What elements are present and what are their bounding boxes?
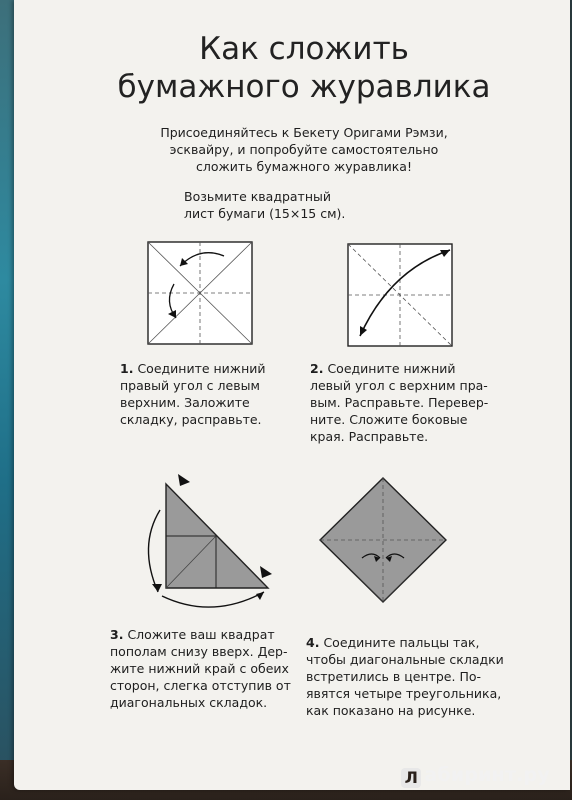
step-line: края. Расправьте.: [310, 429, 429, 444]
step-line: Сложите ваш квадрат: [127, 627, 275, 642]
watermark: [401, 764, 550, 788]
intro-line: сложить бумажного журавлика!: [196, 159, 412, 174]
title-line-2: бумажного журавлика: [117, 69, 491, 105]
step-number: 4.: [306, 635, 320, 650]
intro-line: Присоединяйтесь к Бекету Оригами Рэмзи,: [160, 125, 448, 140]
step-line: жите нижний край с обеих: [110, 661, 289, 676]
step-line: диагональных складок.: [110, 695, 268, 710]
sheet-line: лист бумаги (15×15 см).: [184, 206, 346, 221]
step-line: правый угол с левым: [120, 378, 260, 393]
step-2-text: [310, 360, 488, 445]
step-line: встретились в центре. По-: [306, 669, 481, 684]
step-4-text: [306, 634, 504, 719]
step-3-text: [110, 626, 291, 711]
step-line: чтобы диагональные складки: [306, 652, 504, 667]
step-number: 1.: [120, 361, 134, 376]
title-line-1: Как сложить: [199, 31, 409, 67]
step-1-text: [120, 360, 266, 428]
step-line: верхним. Заложите: [120, 395, 250, 410]
step-line: левый угол с верхним пра-: [310, 378, 488, 393]
sheet-line: Возьмите квадратный: [184, 189, 331, 204]
step-line: сторон, слегка отступив от: [110, 678, 291, 693]
labirint-logo-icon: Л: [401, 768, 421, 788]
intro-text: [134, 124, 474, 175]
sheet-instruction: [184, 188, 346, 222]
watermark-text: абиринт.ру: [424, 764, 550, 786]
intro-line: эсквайру, и попробуйте самостоятельно: [169, 142, 439, 157]
step-line: Соедините пальцы так,: [323, 635, 480, 650]
figure-step-3: [132, 470, 292, 620]
step-line: складку, расправьте.: [120, 412, 262, 427]
step-number: 3.: [110, 627, 124, 642]
step-line: пополам снизу вверх. Дер-: [110, 644, 288, 659]
step-line: Соедините нижний: [327, 361, 456, 376]
figure-step-1: [146, 240, 272, 346]
book-page: [14, 0, 570, 790]
figure-step-2: [346, 240, 466, 350]
step-line: как показано на рисунке.: [306, 703, 476, 718]
step-line: Соедините нижний: [137, 361, 266, 376]
page-title: [104, 30, 504, 106]
step-line: явятся четыре треугольника,: [306, 686, 502, 701]
step-line: вым. Расправьте. Перевер-: [310, 395, 489, 410]
step-line: ните. Сложите боковые: [310, 412, 468, 427]
figure-step-4: [318, 474, 452, 608]
step-number: 2.: [310, 361, 324, 376]
